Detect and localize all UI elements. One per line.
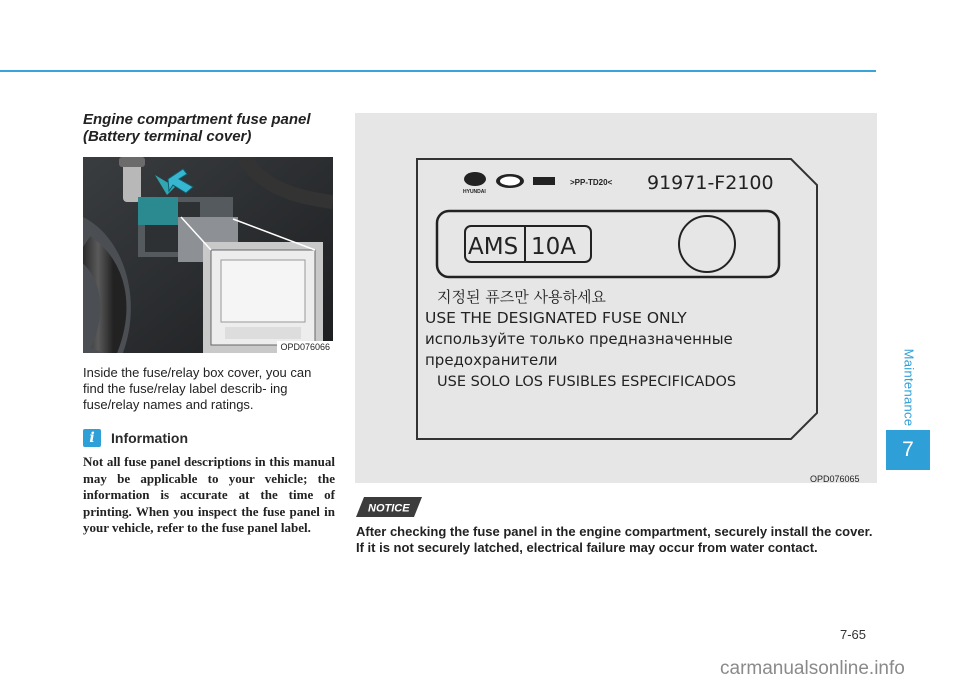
page-number: 7-65 [840, 627, 867, 642]
kia-logo [496, 174, 524, 188]
photo-caption: OPD076066 [277, 341, 333, 353]
label-brand-code: >PP-TD20< [570, 178, 613, 187]
engine-photo-illustration [83, 157, 333, 353]
lsc-logo [533, 177, 555, 185]
notice-badge-label: NOTICE [368, 502, 410, 515]
heading-line-2: (Battery terminal cover) [83, 128, 252, 145]
body-paragraph: Inside the fuse/relay box cover, you can find the fuse/relay label describ- ing fuse/relay names and ratings. [83, 365, 312, 412]
chapter-tab: 7 [886, 430, 930, 470]
fuse-label-illustration [355, 113, 877, 483]
information-header [83, 428, 188, 448]
information-title: Information [111, 430, 188, 446]
info-icon: i [83, 429, 101, 447]
information-text: Not all fuse panel descriptions in this manual may be applicable to your vehicle; the information is accurate at the time of printing. When you inspect the fuse panel in your vehicle, refer to the fuse panel label. [83, 454, 335, 535]
watermark-link[interactable]: carmanualsonline.info [720, 658, 905, 679]
engine-compartment-photo [83, 157, 333, 353]
label-line-korean: 지정된 퓨즈만 사용하세요 [437, 288, 606, 306]
top-rule [0, 70, 876, 72]
label-line-english: USE THE DESIGNATED FUSE ONLY [425, 309, 687, 327]
svg-text:HYUNDAI: HYUNDAI [463, 189, 486, 195]
label-line-russian-1: используйте только предназначенные [425, 330, 733, 348]
label-line-spanish: USE SOLO LOS FUSIBLES ESPECIFICADOS [437, 374, 737, 390]
section-side-title: Maintenance [901, 348, 917, 426]
notice-badge [356, 497, 422, 522]
notice-text: After checking the fuse panel in the engine compartment, securely install the cover. If it is not securely latched, electrical failure may occur from water contact. [356, 524, 873, 555]
fuse-label-panel [355, 113, 877, 483]
label-line-russian-2: предохранители [425, 351, 558, 369]
section-heading [83, 111, 343, 145]
heading-line-1: Engine compartment fuse panel [83, 111, 311, 128]
label-fuse-rating: 10A [531, 234, 577, 260]
label-fuse-type: AMS [468, 234, 519, 260]
label-part-number: 91971-F2100 [647, 172, 774, 194]
label-caption: OPD076065 [810, 474, 860, 484]
